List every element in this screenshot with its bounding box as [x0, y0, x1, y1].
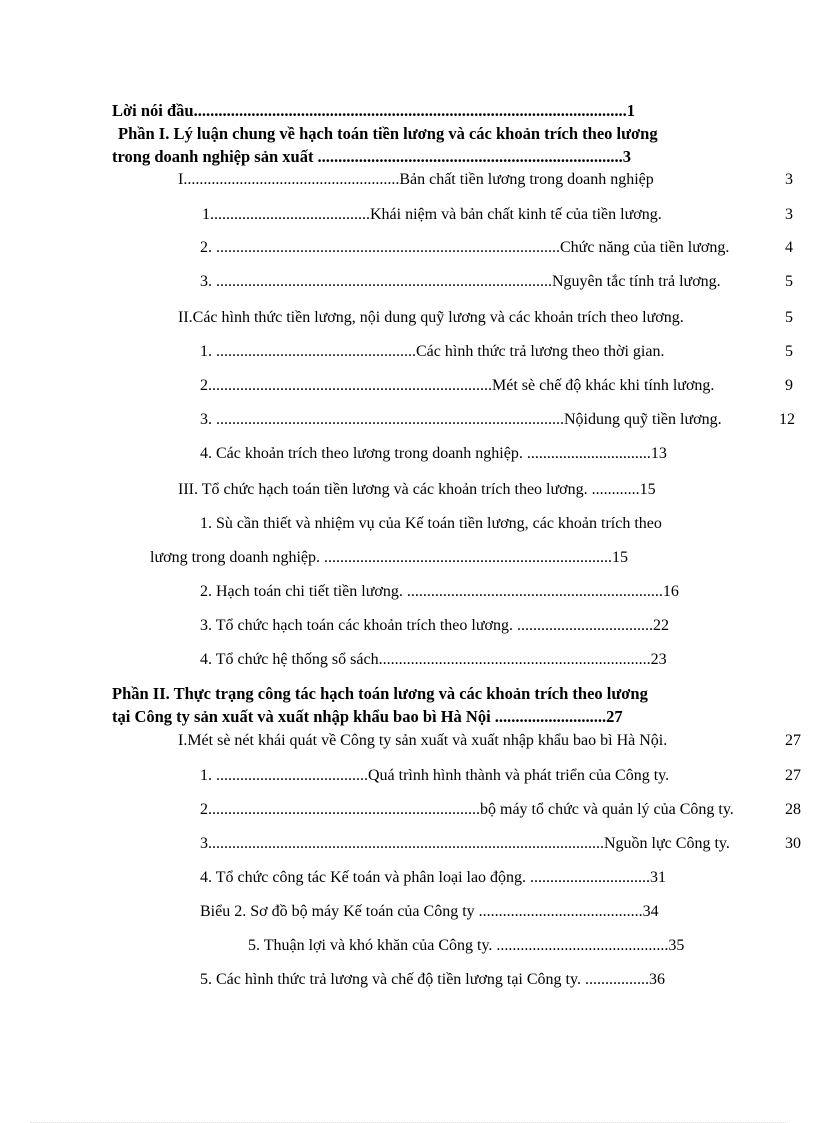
toc-entry-ii: II.Các hình thức tiền lương, nội dung quỹ lương và các khoản trích theo lương. — [178, 309, 684, 326]
toc-entry-p2-i-1: 1. ......................................Quá trình hình thành và phát triển của Công ty. — [200, 767, 670, 784]
toc-entry-i-1: 1........................................Khái niệm và bản chất kinh tế của tiền lương. — [202, 206, 662, 223]
toc-entry-iii-1-cont: lương trong doanh nghiệp. ........................................................................15 — [150, 549, 628, 566]
toc-entry-iii-4: 4. Tổ chức hệ thống sổ sách....................................................................23 — [200, 651, 667, 668]
toc-entry-p2-i: I.Mét sè nét khái quát về Công ty sản xuất và xuất nhập khẩu bao bì Hà Nội. — [178, 732, 668, 749]
toc-entry-p2-i-3: 3...................................................................................................Nguồn lực Công ty. — [200, 835, 730, 852]
toc-entry-iii-3: 3. Tổ chức hạch toán các khoản trích theo lương. ..................................22 — [200, 617, 669, 634]
toc-entry-i: I......................................................Bản chất tiền lương trong doanh nghiệp — [178, 171, 654, 188]
toc-entry-ii-1: 1. ..................................................Các hình thức trả lương theo thời gian. — [200, 343, 665, 360]
toc-entry-p2-i-5: 5. Thuận lợi và khó khăn của Công ty. ...........................................35 — [248, 937, 685, 954]
toc-page-number: 12 — [779, 411, 795, 428]
toc-part1-title-cont: trong doanh nghiệp sản xuất ..........................................................................3 — [112, 147, 632, 166]
toc-entry-iii-2: 2. Hạch toán chi tiết tiền lương. ................................................................16 — [200, 583, 679, 600]
toc-entry-ii-2: 2.......................................................................Mét sè chế độ khác khi tính lương. — [200, 377, 715, 394]
toc-entry-p2-i-5b: 5. Các hình thức trả lương và chế độ tiền lương tại Công ty. ................36 — [200, 971, 665, 988]
toc-part2-title-cont: tại Công ty sản xuất và xuất nhập khẩu bao bì Hà Nội ...........................27 — [112, 707, 623, 726]
toc-page-number: 3 — [785, 206, 793, 223]
toc-page-number: 5 — [785, 309, 793, 326]
toc-entry-ii-3: 3. .......................................................................................Nộidung quỹ tiền lương. — [200, 411, 722, 428]
toc-entry-iii: III. Tổ chức hạch toán tiền lương và các khoản trích theo lương. ............15 — [178, 481, 656, 498]
toc-page-number: 4 — [785, 239, 793, 256]
toc-page-number: 27 — [785, 732, 801, 749]
toc-page-number: 27 — [785, 767, 801, 784]
toc-entry-iii-1: 1. Sù cần thiết và nhiệm vụ của Kế toán tiền lương, các khoản trích theo — [200, 515, 662, 532]
toc-entry-ii-4: 4. Các khoản trích theo lương trong doanh nghiệp. ...............................13 — [200, 445, 667, 462]
toc-page-number: 30 — [785, 835, 801, 852]
toc-page-number: 5 — [785, 273, 793, 290]
toc-intro: Lời nói đầu.........................................................................................................1 — [112, 101, 635, 120]
toc-page-number: 28 — [785, 801, 801, 818]
toc-page-number: 5 — [785, 343, 793, 360]
toc-part1-title: Phần I. Lý luận chung về hạch toán tiền lương và các khoản trích theo lương — [118, 124, 658, 143]
toc-page-number: 3 — [785, 171, 793, 188]
toc-entry-p2-i-4: 4. Tổ chức công tác Kế toán và phân loại lao động. ..............................31 — [200, 869, 667, 886]
toc-page-number: 9 — [785, 377, 793, 394]
toc-entry-p2-bieu2: Biểu 2. Sơ đồ bộ máy Kế toán của Công ty .........................................34 — [200, 903, 659, 920]
toc-part2-title: Phần II. Thực trạng công tác hạch toán lương và các khoản trích theo lương — [112, 684, 648, 703]
toc-entry-p2-i-2: 2....................................................................bộ máy tổ chức và quản lý của Công ty. — [200, 801, 734, 818]
toc-entry-i-2: 2. ......................................................................................Chức năng của tiền lương. — [200, 239, 730, 256]
toc-entry-i-3: 3. ....................................................................................Nguyên tắc tính trả lương. — [200, 273, 721, 290]
